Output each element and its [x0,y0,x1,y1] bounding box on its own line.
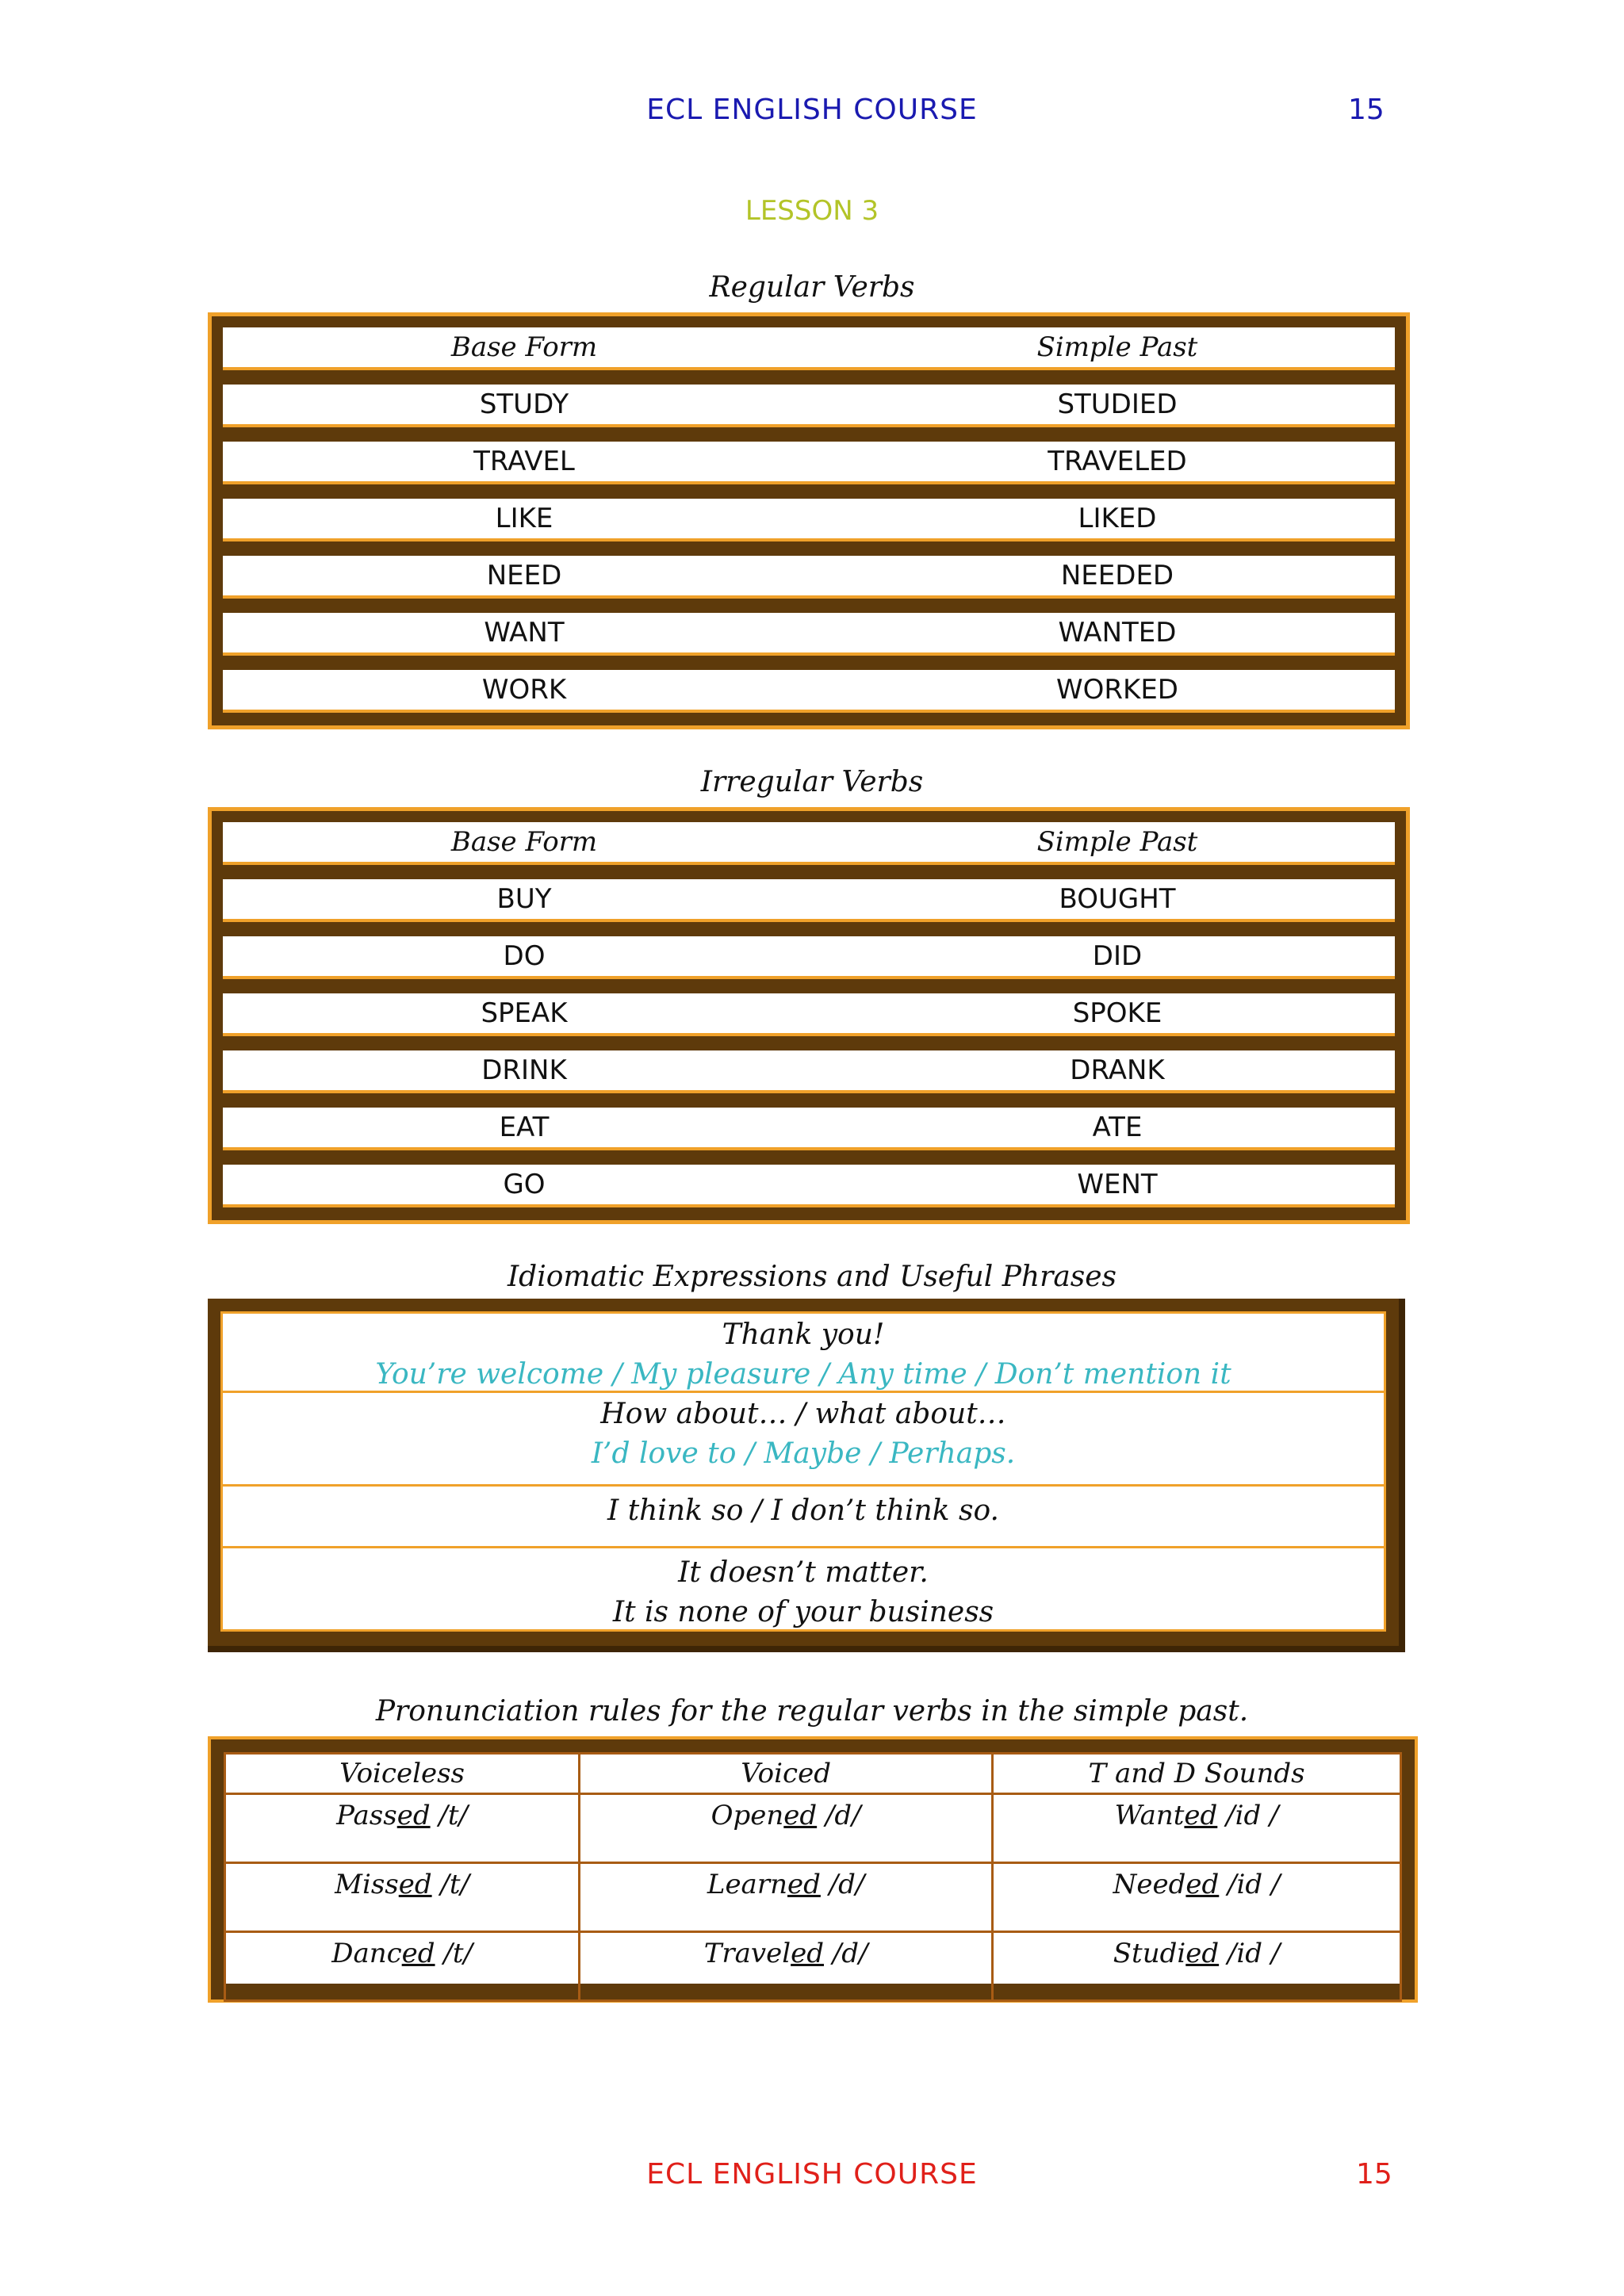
verb-ending: ed [791,1938,825,1969]
pronunciation-header-row [225,1754,1401,1794]
table-row [223,499,1395,541]
ipa-sound: /d/ [824,1938,868,1969]
pronunciation-cell [580,1863,993,1932]
table-row [223,936,1395,979]
irregular-header-base: Base Form [450,826,598,858]
idioms-title: Idiomatic Expressions and Useful Phrases [507,1261,1117,1293]
table-row [223,556,1395,599]
base-form-cell: DO [503,940,546,972]
pronunciation-cell [225,1863,580,1932]
verb-ending: ed [787,1869,821,1900]
ipa-sound: /d/ [817,1800,861,1831]
pronunciation-cell [225,1932,580,2001]
simple-past-cell: NEEDED [1060,560,1174,591]
idiom-phrase: I think so / I don’t think so. [607,1494,999,1527]
simple-past-cell: BOUGHT [1059,883,1176,915]
verb-stem: Open [710,1800,784,1831]
page-footer [0,2158,1624,2206]
pronunciation-title: Pronunciation rules for the regular verbs in the simple past. [375,1695,1249,1728]
simple-past-cell: ATE [1092,1112,1143,1143]
ipa-sound: /d/ [820,1869,865,1900]
ipa-sound: /t/ [431,1869,470,1900]
verb-stem: Miss [335,1869,399,1900]
base-form-cell: DRINK [481,1054,567,1086]
base-form-cell: TRAVEL [473,446,575,477]
idioms-table [208,1299,1405,1652]
simple-past-cell: SPOKE [1072,997,1162,1029]
idiom-row [223,1548,1384,1632]
idiom-phrase: It doesn’t matter. [678,1556,929,1589]
header-t-and-d: T and D Sounds [993,1754,1401,1794]
simple-past-cell: DID [1092,940,1143,972]
verb-ending: ed [1185,1938,1220,1969]
table-row [223,670,1395,713]
idiom-response: I’d love to / Maybe / Perhaps. [591,1437,1016,1470]
pronunciation-table [208,1736,1418,2003]
ipa-sound: /t/ [430,1800,468,1831]
table-row [223,613,1395,656]
regular-header-base: Base Form [450,331,598,363]
base-form-cell: LIKE [495,503,553,534]
table-row [223,879,1395,922]
verb-ending: ed [401,1938,435,1969]
table-row [223,1165,1395,1207]
ipa-sound: /id / [1219,1938,1281,1969]
verb-stem: Want [1114,1800,1185,1831]
pronunciation-cell [993,1863,1401,1932]
verb-stem: Need [1113,1869,1186,1900]
irregular-header-past: Simple Past [1036,826,1198,858]
footer-title: ECL ENGLISH COURSE [646,2158,978,2191]
base-form-cell: SPEAK [481,997,568,1029]
idiom-row [223,1314,1384,1393]
simple-past-cell: LIKED [1078,503,1157,534]
header-title: ECL ENGLISH COURSE [646,94,978,126]
verb-stem: Travel [703,1938,791,1969]
table-row [223,1050,1395,1093]
idiom-phrase: It is none of your business [612,1596,994,1628]
simple-past-cell: TRAVELED [1048,446,1187,477]
pronunciation-cell [580,1932,993,2001]
pronunciation-cell [580,1794,993,1863]
ipa-sound: /t/ [435,1938,473,1969]
verb-stem: Pass [336,1800,397,1831]
verb-ending: ed [1185,1869,1220,1900]
lesson-title: LESSON 3 [745,195,879,227]
verb-stem: Learn [707,1869,787,1900]
table-row [225,1863,1401,1932]
verb-ending: ed [396,1800,431,1831]
base-form-cell: BUY [496,883,552,915]
base-form-cell: STUDY [479,388,569,420]
simple-past-cell: DRANK [1070,1054,1165,1086]
idiom-row [223,1393,1384,1487]
pronunciation-cell [225,1794,580,1863]
pronunciation-table-body [224,1752,1402,1984]
header-voiceless: Voiceless [225,1754,580,1794]
pronunciation-cell [993,1794,1401,1863]
header-voiced: Voiced [580,1754,993,1794]
regular-header-past: Simple Past [1036,331,1198,363]
header-page-number: 15 [1348,94,1385,126]
idiom-phrase: How about… / what about… [600,1398,1006,1430]
idiom-response: You’re welcome / My pleasure / Any time / Don’t mention it [375,1358,1231,1391]
simple-past-cell: WENT [1077,1169,1158,1200]
irregular-verbs-title: Irregular Verbs [700,766,924,798]
simple-past-cell: WORKED [1056,674,1178,706]
idioms-table-body [220,1311,1386,1632]
simple-past-cell: STUDIED [1057,388,1178,420]
footer-page-number: 15 [1356,2158,1392,2191]
verb-stem: Studi [1113,1938,1186,1969]
verb-ending: ed [783,1800,818,1831]
verb-ending: ed [398,1869,432,1900]
base-form-cell: EAT [499,1112,550,1143]
regular-header-row [223,327,1395,370]
table-row [223,993,1395,1036]
simple-past-cell: WANTED [1058,617,1177,649]
idiom-row [223,1487,1384,1548]
base-form-cell: WANT [484,617,565,649]
table-row [223,385,1395,427]
base-form-cell: WORK [481,674,567,706]
verb-ending: ed [1184,1800,1218,1831]
irregular-header-row [223,822,1395,865]
ipa-sound: /id / [1217,1800,1279,1831]
base-form-cell: GO [503,1169,546,1200]
irregular-verbs-table [208,807,1410,1224]
idiom-phrase: Thank you! [722,1318,885,1351]
verb-stem: Danc [331,1938,402,1969]
table-row [223,1108,1395,1150]
ipa-sound: /id / [1219,1869,1281,1900]
table-row [225,1932,1401,2001]
table-row [223,442,1395,484]
table-row [225,1794,1401,1863]
page-header [0,94,1624,141]
regular-verbs-title: Regular Verbs [709,271,915,304]
pronunciation-grid [224,1752,1402,2002]
pronunciation-cell [993,1932,1401,2001]
base-form-cell: NEED [486,560,562,591]
regular-verbs-table [208,312,1410,729]
